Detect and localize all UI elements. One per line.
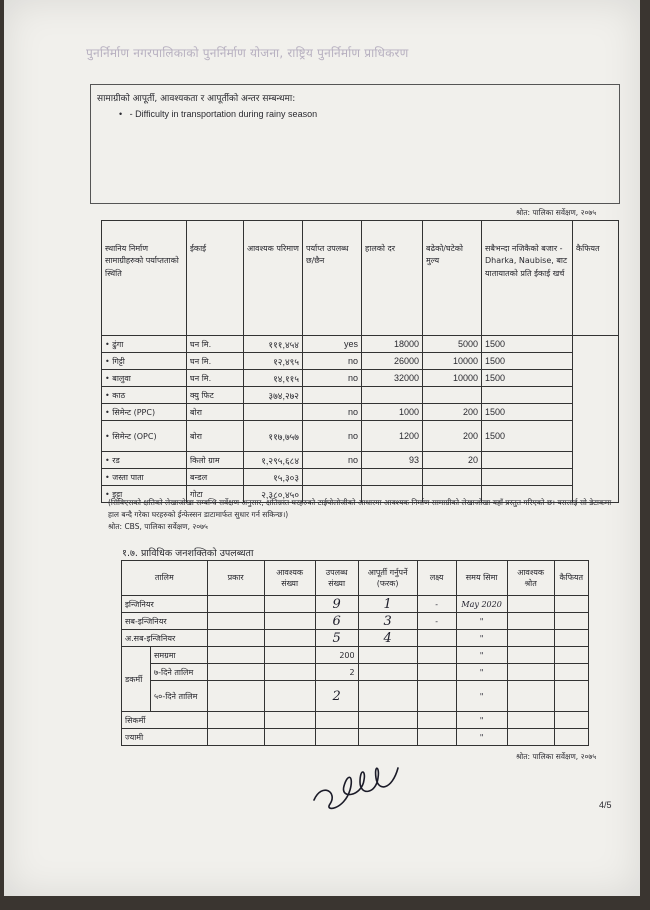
col-header: बढेको/घटेको मुल्य xyxy=(423,221,482,336)
table-row xyxy=(102,452,619,469)
deadline-cell: May 2020 xyxy=(456,596,507,613)
available-count: 2 xyxy=(315,681,358,712)
source-note-1: श्रोत: पालिका सर्वेक्षण, २०७५ xyxy=(516,208,597,217)
target-cell xyxy=(417,681,456,712)
transport-cost xyxy=(482,469,573,486)
required-qty: १५,३०३ xyxy=(244,469,303,486)
supply-note-box xyxy=(90,84,620,204)
required-qty: ३७४,२७२ xyxy=(244,387,303,404)
target-cell xyxy=(417,630,456,647)
target-cell xyxy=(417,729,456,746)
required-qty: १,२९५,६८४ xyxy=(244,452,303,469)
available: no xyxy=(303,353,362,370)
current-rate: 1000 xyxy=(362,404,423,421)
available-count: 6 xyxy=(315,613,358,630)
type-cell xyxy=(207,681,264,712)
required-qty: १२,४९५ xyxy=(244,353,303,370)
available-count: 5 xyxy=(315,630,358,647)
table-row xyxy=(122,681,589,712)
source-note-2: श्रोत: पालिका सर्वेक्षण, २०७५ xyxy=(516,752,597,761)
gap-count: 3 xyxy=(358,613,417,630)
section-title: १.७. प्राविधिक जनशक्तिको उपलब्धता xyxy=(122,548,254,559)
staff-label: ज्यामी xyxy=(122,729,208,746)
remarks-cell xyxy=(554,647,588,664)
materials-header-row xyxy=(102,221,619,336)
price-change xyxy=(423,469,482,486)
type-cell xyxy=(207,729,264,746)
table-row xyxy=(102,370,619,387)
material-name: • काठ xyxy=(102,387,187,404)
signature xyxy=(304,752,414,822)
material-name: • सिमेन्ट (OPC) xyxy=(102,421,187,452)
staff-label: ५०-दिने तालिम xyxy=(151,681,208,712)
unit: घन मि. xyxy=(187,370,244,387)
resource-cell xyxy=(507,613,554,630)
table-row xyxy=(122,712,589,729)
price-change xyxy=(423,387,482,404)
unit: बोरा xyxy=(187,421,244,452)
required-cell xyxy=(264,630,315,647)
gap-count xyxy=(358,729,417,746)
remarks-cell xyxy=(554,596,588,613)
col-header: स्थानिय निर्माण सामाग्रीहरुको पर्याप्तताको स्थिति xyxy=(102,221,187,336)
type-cell xyxy=(207,613,264,630)
type-cell xyxy=(207,647,264,664)
gap-count xyxy=(358,681,417,712)
unit: घन मि. xyxy=(187,336,244,353)
price-change: 10000 xyxy=(423,370,482,387)
resource-cell xyxy=(507,681,554,712)
material-name: • बालुवा xyxy=(102,370,187,387)
table-row xyxy=(122,664,589,681)
transport-cost: 1500 xyxy=(482,421,573,452)
available-count: 9 xyxy=(315,596,358,613)
target-cell: - xyxy=(417,613,456,630)
deadline-cell: " xyxy=(456,729,507,746)
remarks-cell xyxy=(554,613,588,630)
table-row xyxy=(102,387,619,404)
unit: क्यु फिट xyxy=(187,387,244,404)
transport-cost: 1500 xyxy=(482,353,573,370)
unit: किलो ग्राम xyxy=(187,452,244,469)
available: no xyxy=(303,452,362,469)
transport-cost xyxy=(482,387,573,404)
available: no xyxy=(303,421,362,452)
col-header: ईकाई xyxy=(187,221,244,336)
table-row xyxy=(102,404,619,421)
available xyxy=(303,469,362,486)
footnote-source: श्रोत: CBS, पालिका सर्वेक्षण, २०७५ xyxy=(108,522,208,531)
current-rate: 1200 xyxy=(362,421,423,452)
document-page xyxy=(4,0,640,896)
remarks-cell xyxy=(554,712,588,729)
price-change: 20 xyxy=(423,452,482,469)
available-count xyxy=(315,712,358,729)
remarks-cell xyxy=(554,664,588,681)
materials-footnote xyxy=(108,497,618,533)
table-row xyxy=(122,613,589,630)
supply-note-title: सामाग्रीको आपूर्ती, आवश्यकता र आपूर्तीको अन्तर सम्बन्धमा: xyxy=(97,94,296,104)
remarks-cell xyxy=(554,729,588,746)
staff-label: अ.सब-इन्जिनियर xyxy=(122,630,208,647)
gap-count: 1 xyxy=(358,596,417,613)
price-change: 200 xyxy=(423,421,482,452)
available xyxy=(303,387,362,404)
required-cell xyxy=(264,647,315,664)
material-name: • जस्ता पाता xyxy=(102,469,187,486)
target-cell xyxy=(417,664,456,681)
unit: गोटा xyxy=(187,486,244,503)
transport-cost: 1500 xyxy=(482,336,573,353)
available: no xyxy=(303,404,362,421)
col-header: समय सिमा xyxy=(456,561,507,596)
col-header: उपलब्ध संख्या xyxy=(315,561,358,596)
required-qty: १४,११५ xyxy=(244,370,303,387)
table-row xyxy=(122,729,589,746)
supply-note-text: - Difficulty in transportation during rainy season xyxy=(129,109,318,119)
supply-note-bullet: • - Difficulty in transportation during rainy season xyxy=(119,109,318,119)
required-qty: २,३८०,४५० xyxy=(244,486,303,503)
material-name: • गिट्टी xyxy=(102,353,187,370)
current-rate: 93 xyxy=(362,452,423,469)
group-label: डकर्मी xyxy=(122,647,151,712)
staff-table xyxy=(121,560,589,746)
resource-cell xyxy=(507,630,554,647)
table-row xyxy=(102,469,619,486)
unit: घन मि. xyxy=(187,353,244,370)
footnote-text: (सिविएसको क्षतिको लेखाजोखा सम्बन्धि सर्वेक्षण अनुसार, क्षतिग्रस्त घरहरुको टाईपोलोजीको आधारमा आवश्यक निर्माण सामाग्रीको लेखाजोखा यहाँ प्रस्तुत गरिएको छ। यसलाई सो डेटाकमा हाल बन्दै गरेका घरहरुको ईन्फेस्सन डाटामार्फत सुधार गर्न सकिन्छ।) xyxy=(108,498,612,519)
required-cell xyxy=(264,596,315,613)
deadline-cell: " xyxy=(456,681,507,712)
table-row xyxy=(102,336,619,353)
staff-label: समग्रमा xyxy=(151,647,208,664)
materials-table xyxy=(101,220,619,503)
required-cell xyxy=(264,712,315,729)
table-row xyxy=(102,353,619,370)
available-count: 2 xyxy=(315,664,358,681)
transport-cost: 1500 xyxy=(482,370,573,387)
gap-count: 4 xyxy=(358,630,417,647)
type-cell xyxy=(207,596,264,613)
price-change: 5000 xyxy=(423,336,482,353)
gap-count xyxy=(358,664,417,681)
target-cell xyxy=(417,647,456,664)
resource-cell xyxy=(507,647,554,664)
col-header: हालको दर xyxy=(362,221,423,336)
resource-cell xyxy=(507,596,554,613)
material-name: • इट्टा xyxy=(102,486,187,503)
target-cell: - xyxy=(417,596,456,613)
staff-header-row xyxy=(122,561,589,596)
required-qty: १११,४५४ xyxy=(244,336,303,353)
col-header: प्रकार xyxy=(207,561,264,596)
remarks-cell xyxy=(554,630,588,647)
available-count xyxy=(315,729,358,746)
transport-cost xyxy=(482,452,573,469)
staff-label: सब-इन्जिनियर xyxy=(122,613,208,630)
col-header: आवश्यक श्रोत xyxy=(507,561,554,596)
required-qty: ११७,७५७ xyxy=(244,421,303,452)
current-rate: 32000 xyxy=(362,370,423,387)
type-cell xyxy=(207,664,264,681)
required-qty xyxy=(244,404,303,421)
resource-cell xyxy=(507,712,554,729)
col-header: सबैभन्दा नजिकैको बजार - Dharka, Naubise, बाट यातायातको प्रति ईकाई खर्च xyxy=(482,221,573,336)
current-rate xyxy=(362,387,423,404)
page-number: 4/5 xyxy=(599,800,612,810)
unit: बोरा xyxy=(187,404,244,421)
col-header: कैफियत xyxy=(554,561,588,596)
table-row xyxy=(102,421,619,452)
staff-label: ७-दिने तालिम xyxy=(151,664,208,681)
gap-count xyxy=(358,712,417,729)
table-row xyxy=(122,647,589,664)
required-cell xyxy=(264,729,315,746)
material-name: • सिमेन्ट (PPC) xyxy=(102,404,187,421)
price-change: 200 xyxy=(423,404,482,421)
col-header: पर्याप्त उपलब्ध छ/छैन xyxy=(303,221,362,336)
col-header: आपूर्ती गर्नुपर्ने (फरक) xyxy=(358,561,417,596)
transport-cost: 1500 xyxy=(482,404,573,421)
unit: बन्डल xyxy=(187,469,244,486)
available: yes xyxy=(303,336,362,353)
material-name: • रड xyxy=(102,452,187,469)
deadline-cell: " xyxy=(456,630,507,647)
required-cell xyxy=(264,613,315,630)
type-cell xyxy=(207,712,264,729)
deadline-cell: " xyxy=(456,712,507,729)
available: no xyxy=(303,370,362,387)
resource-cell xyxy=(507,729,554,746)
remarks-cell xyxy=(554,681,588,712)
gap-count xyxy=(358,647,417,664)
table-row xyxy=(122,630,589,647)
staff-label: सिकर्मी xyxy=(122,712,208,729)
col-header: आवश्यक परिमाण xyxy=(244,221,303,336)
required-cell xyxy=(264,664,315,681)
resource-cell xyxy=(507,664,554,681)
remarks xyxy=(573,336,619,503)
available-count: 200 xyxy=(315,647,358,664)
col-header: कैफियत xyxy=(573,221,619,336)
deadline-cell: " xyxy=(456,664,507,681)
table-row xyxy=(122,596,589,613)
deadline-cell: " xyxy=(456,613,507,630)
current-rate: 18000 xyxy=(362,336,423,353)
col-header: तालिम xyxy=(122,561,208,596)
staff-label: इन्जिनियर xyxy=(122,596,208,613)
current-rate: 26000 xyxy=(362,353,423,370)
page-header: पुनर्निर्माण नगरपालिकाको पुनर्निर्माण योजना, राष्ट्रिय पुनर्निर्माण प्राधिकरण xyxy=(86,46,409,60)
col-header: आवश्यक संख्या xyxy=(264,561,315,596)
price-change: 10000 xyxy=(423,353,482,370)
type-cell xyxy=(207,630,264,647)
target-cell xyxy=(417,712,456,729)
material-name: • ढुंगा xyxy=(102,336,187,353)
col-header: लक्ष्य xyxy=(417,561,456,596)
required-cell xyxy=(264,681,315,712)
deadline-cell: " xyxy=(456,647,507,664)
current-rate xyxy=(362,469,423,486)
